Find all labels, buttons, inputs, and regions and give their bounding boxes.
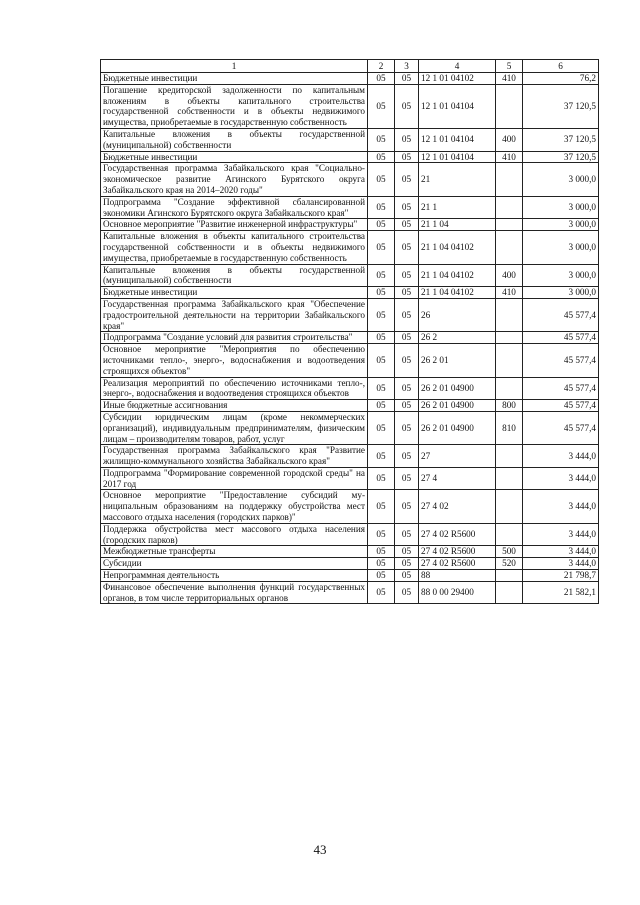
row-name-cell: Бюджетные инвестиции xyxy=(101,287,368,299)
subsection-code-cell: 05 xyxy=(395,332,419,344)
row-name-cell: Капитальные вложения в объекты капитального строительства государственной собственности и в объекты недвижимого имущества, приобретаемые в государственную собственность xyxy=(101,231,368,264)
expense-type-cell xyxy=(496,344,523,377)
amount-cell: 21 582,1 xyxy=(523,581,599,604)
row-name-cell: Субсидии юридическим лицам (кроме некоммерческих организаций), индивидуальным предпринимателям, физическим лицам – производителям товаров, работ, услуг xyxy=(101,411,368,444)
subsection-code-cell: 05 xyxy=(395,73,419,85)
row-name-cell: Государственная программа Забайкальского края "Социально-экономическое развитие Агинского Бурятского округа Забайкальского края на 2014–2020 годы" xyxy=(101,163,368,196)
subsection-code-cell: 05 xyxy=(395,546,419,558)
subsection-code-cell: 05 xyxy=(395,196,419,219)
section-code-cell: 05 xyxy=(368,151,395,163)
table-row xyxy=(101,411,599,444)
table-row xyxy=(101,196,599,219)
target-article-cell: 26 2 01 xyxy=(419,344,496,377)
column-header: 6 xyxy=(523,60,599,73)
amount-cell: 3 000,0 xyxy=(523,287,599,299)
section-code-cell: 05 xyxy=(368,377,395,400)
expense-type-cell xyxy=(496,377,523,400)
target-article-cell: 27 4 02 R5600 xyxy=(419,546,496,558)
target-article-cell: 12 1 01 04104 xyxy=(419,84,496,128)
target-article-cell: 27 xyxy=(419,445,496,468)
table-row xyxy=(101,163,599,196)
table-row xyxy=(101,84,599,128)
expense-type-cell xyxy=(496,298,523,331)
target-article-cell: 27 4 02 xyxy=(419,490,496,523)
amount-cell: 45 577,4 xyxy=(523,298,599,331)
amount-cell: 45 577,4 xyxy=(523,332,599,344)
subsection-code-cell: 05 xyxy=(395,570,419,582)
subsection-code-cell: 05 xyxy=(395,163,419,196)
target-article-cell: 88 xyxy=(419,570,496,582)
subsection-code-cell: 05 xyxy=(395,298,419,331)
row-name-cell: Финансовое обеспечение выполнения функций государственных органов, в том числе территориальных органов xyxy=(101,581,368,604)
table-row xyxy=(101,490,599,523)
section-code-cell: 05 xyxy=(368,287,395,299)
amount-cell: 37 120,5 xyxy=(523,151,599,163)
section-code-cell: 05 xyxy=(368,163,395,196)
subsection-code-cell: 05 xyxy=(395,490,419,523)
row-name-cell: Межбюджетные трансферты xyxy=(101,546,368,558)
expense-type-cell xyxy=(496,523,523,546)
section-code-cell: 05 xyxy=(368,490,395,523)
subsection-code-cell: 05 xyxy=(395,377,419,400)
row-name-cell: Иные бюджетные ассигнования xyxy=(101,400,368,412)
section-code-cell: 05 xyxy=(368,558,395,570)
expense-type-cell: 520 xyxy=(496,558,523,570)
table-row xyxy=(101,219,599,231)
amount-cell: 3 000,0 xyxy=(523,163,599,196)
table-row xyxy=(101,344,599,377)
amount-cell: 45 577,4 xyxy=(523,400,599,412)
row-name-cell: Капитальные вложения в объекты государственной (муниципальной) собственности xyxy=(101,128,368,151)
table-row xyxy=(101,298,599,331)
target-article-cell: 27 4 02 R5600 xyxy=(419,558,496,570)
target-article-cell: 21 1 04 xyxy=(419,219,496,231)
subsection-code-cell: 05 xyxy=(395,84,419,128)
expense-type-cell xyxy=(496,570,523,582)
target-article-cell: 12 1 01 04104 xyxy=(419,128,496,151)
section-code-cell: 05 xyxy=(368,219,395,231)
target-article-cell: 27 4 xyxy=(419,467,496,490)
row-name-cell: Подпрограмма "Формирование современной городской среды" на 2017 год xyxy=(101,467,368,490)
expense-type-cell: 810 xyxy=(496,411,523,444)
target-article-cell: 21 1 04 04102 xyxy=(419,287,496,299)
row-name-cell: Погашение кредиторской задолженности по капитальным вложениям в объекты капитального строительства государственной собственности и в объекты недвижимого имущества, приобретаемые в государственную собственность xyxy=(101,84,368,128)
expense-type-cell xyxy=(496,445,523,468)
section-code-cell: 05 xyxy=(368,73,395,85)
table-row xyxy=(101,73,599,85)
row-name-cell: Государственная программа Забайкальского края "Развитие жилищно-коммунального хозяйства Забайкальского края" xyxy=(101,445,368,468)
section-code-cell: 05 xyxy=(368,128,395,151)
row-name-cell: Бюджетные инвестиции xyxy=(101,151,368,163)
amount-cell: 37 120,5 xyxy=(523,84,599,128)
section-code-cell: 05 xyxy=(368,332,395,344)
amount-cell: 3 444,0 xyxy=(523,523,599,546)
target-article-cell: 12 1 01 04104 xyxy=(419,151,496,163)
table-row xyxy=(101,377,599,400)
column-header: 1 xyxy=(101,60,368,73)
target-article-cell: 21 1 xyxy=(419,196,496,219)
subsection-code-cell: 05 xyxy=(395,264,419,287)
amount-cell: 3 000,0 xyxy=(523,196,599,219)
section-code-cell: 05 xyxy=(368,546,395,558)
table-row xyxy=(101,287,599,299)
table-row xyxy=(101,332,599,344)
section-code-cell: 05 xyxy=(368,264,395,287)
amount-cell: 45 577,4 xyxy=(523,344,599,377)
page-number: 43 xyxy=(313,842,327,857)
subsection-code-cell: 05 xyxy=(395,128,419,151)
target-article-cell: 88 0 00 29400 xyxy=(419,581,496,604)
column-header: 4 xyxy=(419,60,496,73)
section-code-cell: 05 xyxy=(368,411,395,444)
section-code-cell: 05 xyxy=(368,570,395,582)
table-header-row xyxy=(101,60,599,73)
subsection-code-cell: 05 xyxy=(395,445,419,468)
table-row xyxy=(101,581,599,604)
amount-cell: 3 444,0 xyxy=(523,445,599,468)
table-row xyxy=(101,570,599,582)
row-name-cell: Реализация мероприятий по обеспечению источниками тепло-, энерго-, водоснабжения и водоотведения строящихся объектов xyxy=(101,377,368,400)
section-code-cell: 05 xyxy=(368,581,395,604)
section-code-cell: 05 xyxy=(368,298,395,331)
section-code-cell: 05 xyxy=(368,467,395,490)
table-row xyxy=(101,523,599,546)
row-name-cell: Подпрограмма "Создание эффективной сбалансированной экономики Агинского Бурятского округа Забайкальского края" xyxy=(101,196,368,219)
amount-cell: 21 798,7 xyxy=(523,570,599,582)
target-article-cell: 21 xyxy=(419,163,496,196)
target-article-cell: 26 xyxy=(419,298,496,331)
section-code-cell: 05 xyxy=(368,84,395,128)
subsection-code-cell: 05 xyxy=(395,231,419,264)
amount-cell: 45 577,4 xyxy=(523,377,599,400)
target-article-cell: 26 2 xyxy=(419,332,496,344)
target-article-cell: 21 1 04 04102 xyxy=(419,264,496,287)
amount-cell: 3 444,0 xyxy=(523,490,599,523)
subsection-code-cell: 05 xyxy=(395,344,419,377)
amount-cell: 76,2 xyxy=(523,73,599,85)
row-name-cell: Основное мероприятие "Мероприятия по обеспечению источниками тепло-, энерго-, водоснабжения и водоотведения строящихся объектов" xyxy=(101,344,368,377)
row-name-cell: Государственная программа Забайкальского края "Обеспечение градостроительной деятельности на территории Забайкальского края" xyxy=(101,298,368,331)
amount-cell: 3 000,0 xyxy=(523,219,599,231)
table-row xyxy=(101,400,599,412)
section-code-cell: 05 xyxy=(368,231,395,264)
subsection-code-cell: 05 xyxy=(395,151,419,163)
table-row xyxy=(101,558,599,570)
section-code-cell: 05 xyxy=(368,445,395,468)
row-name-cell: Основное мероприятие "Развитие инженерной инфраструктуры" xyxy=(101,219,368,231)
expense-type-cell xyxy=(496,467,523,490)
amount-cell: 3 444,0 xyxy=(523,558,599,570)
row-name-cell: Капитальные вложения в объекты государственной (муниципальной) собственности xyxy=(101,264,368,287)
subsection-code-cell: 05 xyxy=(395,400,419,412)
amount-cell: 3 444,0 xyxy=(523,467,599,490)
row-name-cell: Субсидии xyxy=(101,558,368,570)
expense-type-cell: 400 xyxy=(496,264,523,287)
section-code-cell: 05 xyxy=(368,523,395,546)
target-article-cell: 26 2 01 04900 xyxy=(419,411,496,444)
subsection-code-cell: 05 xyxy=(395,558,419,570)
target-article-cell: 21 1 04 04102 xyxy=(419,231,496,264)
subsection-code-cell: 05 xyxy=(395,523,419,546)
expense-type-cell: 500 xyxy=(496,546,523,558)
budget-table xyxy=(100,59,599,604)
subsection-code-cell: 05 xyxy=(395,219,419,231)
table-row xyxy=(101,128,599,151)
table-row xyxy=(101,546,599,558)
expense-type-cell xyxy=(496,196,523,219)
amount-cell: 37 120,5 xyxy=(523,128,599,151)
amount-cell: 3 444,0 xyxy=(523,546,599,558)
amount-cell: 3 000,0 xyxy=(523,264,599,287)
expense-type-cell: 410 xyxy=(496,287,523,299)
expense-type-cell xyxy=(496,84,523,128)
expense-type-cell: 800 xyxy=(496,400,523,412)
target-article-cell: 27 4 02 R5600 xyxy=(419,523,496,546)
column-header: 3 xyxy=(395,60,419,73)
expense-type-cell: 410 xyxy=(496,151,523,163)
expense-type-cell xyxy=(496,231,523,264)
table-row xyxy=(101,151,599,163)
section-code-cell: 05 xyxy=(368,344,395,377)
expense-type-cell xyxy=(496,332,523,344)
row-name-cell: Основное мероприятие "Предоставление субсидий муниципальным образованиям на поддержку обустройства мест массового отдыха населения (городских парков)" xyxy=(101,490,368,523)
expense-type-cell: 400 xyxy=(496,128,523,151)
target-article-cell: 26 2 01 04900 xyxy=(419,400,496,412)
section-code-cell: 05 xyxy=(368,196,395,219)
subsection-code-cell: 05 xyxy=(395,287,419,299)
expense-type-cell xyxy=(496,219,523,231)
row-name-cell: Поддержка обустройства мест массового отдыха населения (городских парков) xyxy=(101,523,368,546)
table-row xyxy=(101,467,599,490)
column-header: 5 xyxy=(496,60,523,73)
row-name-cell: Непрограммная деятельность xyxy=(101,570,368,582)
row-name-cell: Подпрограмма "Создание условий для развития строительства" xyxy=(101,332,368,344)
subsection-code-cell: 05 xyxy=(395,411,419,444)
table-row xyxy=(101,231,599,264)
table-row xyxy=(101,445,599,468)
section-code-cell: 05 xyxy=(368,400,395,412)
expense-type-cell xyxy=(496,581,523,604)
expense-type-cell: 410 xyxy=(496,73,523,85)
column-header: 2 xyxy=(368,60,395,73)
expense-type-cell xyxy=(496,163,523,196)
subsection-code-cell: 05 xyxy=(395,467,419,490)
subsection-code-cell: 05 xyxy=(395,581,419,604)
amount-cell: 3 000,0 xyxy=(523,231,599,264)
row-name-cell: Бюджетные инвестиции xyxy=(101,73,368,85)
target-article-cell: 26 2 01 04900 xyxy=(419,377,496,400)
target-article-cell: 12 1 01 04102 xyxy=(419,73,496,85)
table-row xyxy=(101,264,599,287)
amount-cell: 45 577,4 xyxy=(523,411,599,444)
expense-type-cell xyxy=(496,490,523,523)
